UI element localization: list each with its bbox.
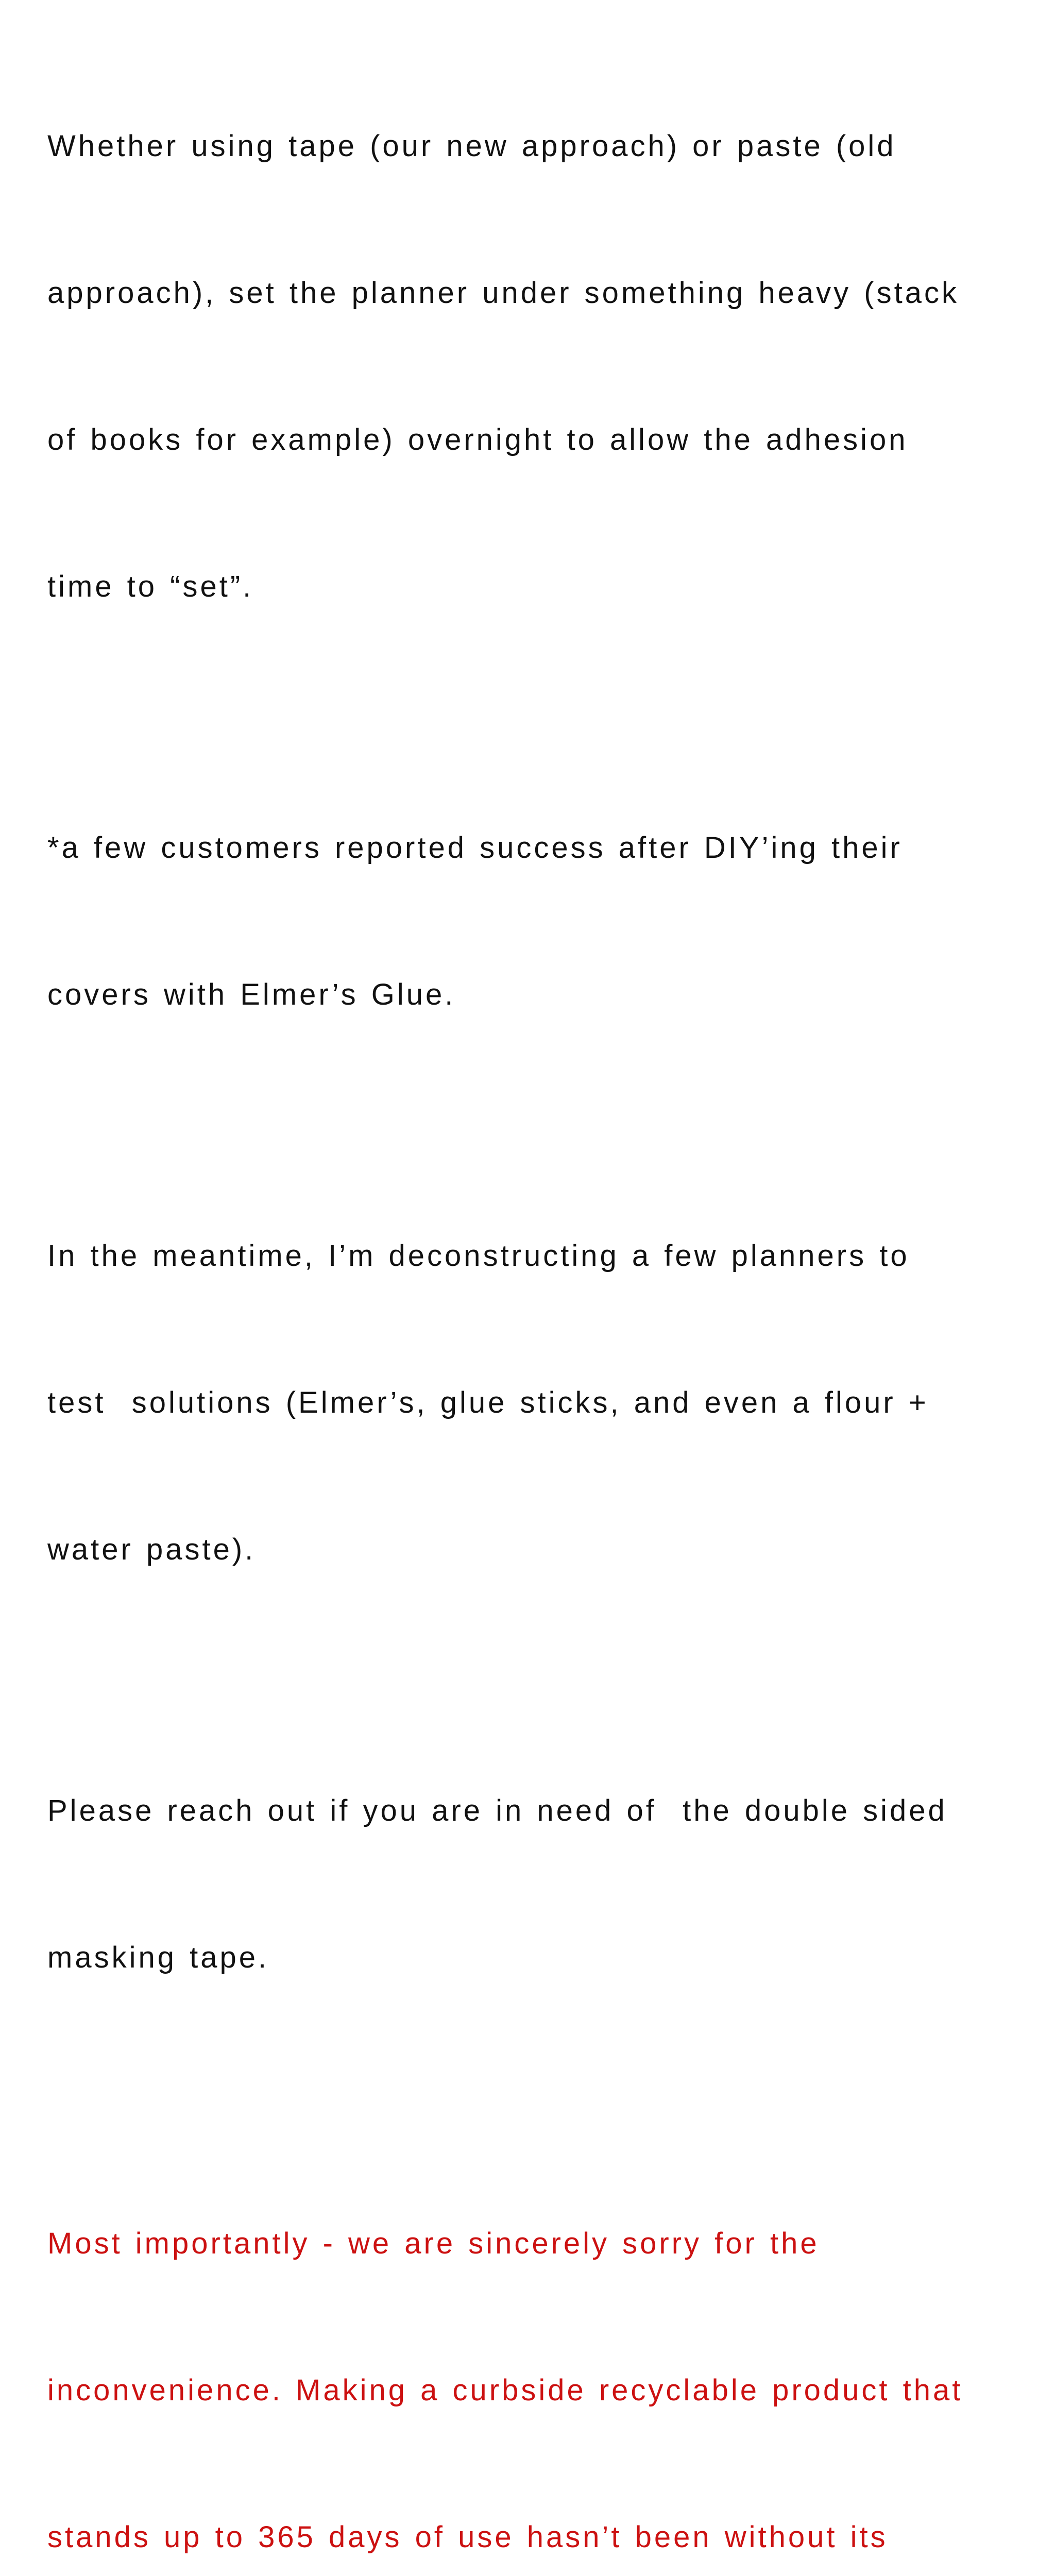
paragraph-spacer — [47, 709, 1042, 725]
text-line: *a few customers reported success after DIY’ing their — [47, 831, 903, 865]
text-line: test solutions (Elmer’s, glue sticks, and even a flour + — [47, 1386, 929, 1419]
paragraph-spacer — [47, 2080, 1042, 2121]
text-line: water paste). — [47, 1533, 256, 1566]
text-line: Whether using tape (our new approach) or paste (old — [47, 129, 896, 163]
text-line: approach), set the planner under something heavy (stack — [47, 276, 959, 310]
text-line: stands up to 365 days of use hasn’t been without its — [47, 2520, 888, 2554]
text-line: Please reach out if you are in need of the double sided — [47, 1794, 947, 1827]
document-body — [47, 24, 1042, 2576]
paragraph-apology — [47, 2121, 1042, 2576]
text-line: time to “set”. — [47, 570, 254, 603]
paragraph-spacer — [47, 1672, 1042, 1688]
paragraph-testing-solutions — [47, 1133, 1042, 1672]
text-line: Most importantly - we are sincerely sorry for the — [47, 2227, 820, 2260]
text-line: of books for example) overnight to allow the adhesion — [47, 423, 908, 456]
text-line: masking tape. — [47, 1941, 269, 1974]
paragraph-elmers-note — [47, 725, 1042, 1117]
text-line: In the meantime, I’m deconstructing a few planners to — [47, 1239, 910, 1273]
paragraph-spacer — [47, 1117, 1042, 1133]
paragraph-adhesion-instructions — [47, 24, 1042, 709]
paragraph-reach-out — [47, 1688, 1042, 2080]
text-line: covers with Elmer’s Glue. — [47, 978, 456, 1011]
text-line: inconvenience. Making a curbside recyclable product that — [47, 2374, 963, 2407]
